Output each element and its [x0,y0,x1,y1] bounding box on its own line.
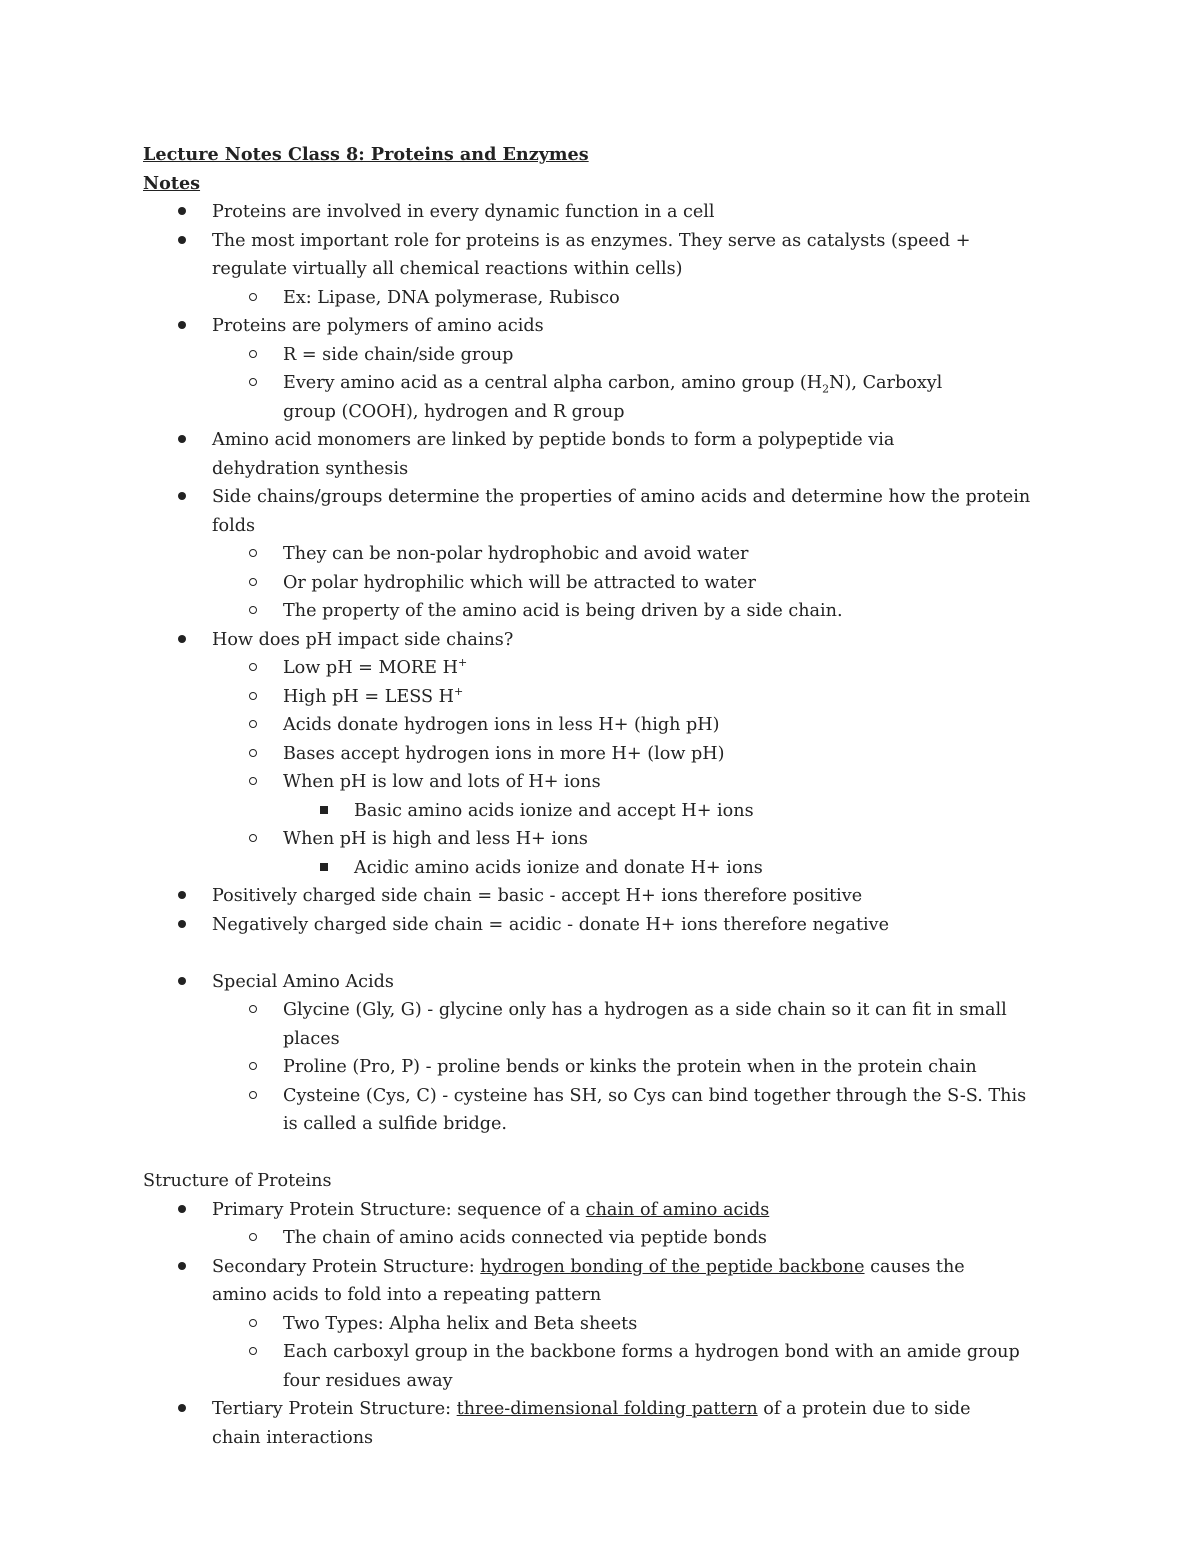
list-item: Acids donate hydrogen ions in less H+ (high pH) [143,711,1063,740]
notes-heading: Notes [143,172,201,194]
list-item: Proline (Pro, P) - proline bends or kinks the protein when in the protein chain [143,1053,1063,1082]
list-item: Negatively charged side chain = acidic - donate H+ ions therefore negative [143,911,1063,940]
structure-list [143,1196,1063,1453]
blank-line [143,939,1063,968]
bullet-square-icon [314,797,334,826]
list-item: How does pH impact side chains? [143,626,1063,655]
bullet-dot-icon [172,312,192,341]
bullet-circle-icon [243,711,263,740]
list-item: Glycine (Gly, G) - glycine only has a hydrogen as a side chain so it can fit in small places [143,996,1063,1053]
bullet-circle-icon [243,1053,263,1082]
list-item: The chain of amino acids connected via peptide bonds [143,1224,1063,1253]
bullet-circle-icon [243,825,263,854]
list-item: Bases accept hydrogen ions in more H+ (low pH) [143,740,1063,769]
bullet-circle-icon [243,369,263,398]
list-item: The most important role for proteins is as enzymes. They serve as catalysts (speed + regulate virtually all chemical reactions within cells) [143,227,1012,284]
bullet-circle-icon [243,1224,263,1253]
list-item: Primary Protein Structure: sequence of a chain of amino acids [143,1196,1063,1225]
bullet-dot-icon [172,426,192,455]
list-item: Proteins are involved in every dynamic function in a cell [143,198,1063,227]
list-item: Acidic amino acids ionize and donate H+ ions [143,854,1063,883]
list-item: Ex: Lipase, DNA polymerase, Rubisco [143,284,1063,313]
list-item: Or polar hydrophilic which will be attracted to water [143,569,1063,598]
bullet-circle-icon [243,540,263,569]
list-item: Secondary Protein Structure: hydrogen bonding of the peptide backbone causes the amino acids to fold into a repeating pattern [143,1253,992,1310]
bullet-dot-icon [172,483,192,512]
bullet-dot-icon [172,1253,192,1282]
bullet-circle-icon [243,996,263,1025]
list-item: Two Types: Alpha helix and Beta sheets [143,1310,1063,1339]
list-item: Special Amino Acids [143,968,1063,997]
bullet-dot-icon [172,911,192,940]
structure-heading: Structure of Proteins [143,1171,332,1191]
bullet-circle-icon [243,1082,263,1111]
list-item: Every amino acid as a central alpha carbon, amino group $(H_2N)$, Carboxyl group (COOH), hydrogen and R group [143,369,983,426]
list-item: When pH is high and less H+ ions [143,825,1063,854]
bullet-dot-icon [172,626,192,655]
bullet-circle-icon [243,768,263,797]
list-item: R = side chain/side group [143,341,1063,370]
list-item: The property of the amino acid is being driven by a side chain. [143,597,1063,626]
bullet-circle-icon [243,654,263,683]
bullet-dot-icon [172,198,192,227]
list-item: Cysteine (Cys, C) - cysteine has SH, so Cys can bind together through the S-S. This is called a sulfide bridge. [143,1082,1043,1139]
list-item: High pH = LESS H+ [143,683,1063,712]
bullet-dot-icon [172,882,192,911]
bullet-circle-icon [243,341,263,370]
list-item: Proteins are polymers of amino acids [143,312,1063,341]
bullet-circle-icon [243,1310,263,1339]
list-item: Positively charged side chain = basic - accept H+ ions therefore positive [143,882,1063,911]
bullet-circle-icon [243,569,263,598]
list-item: When pH is low and lots of H+ ions [143,768,1063,797]
list-item: Amino acid monomers are linked by peptide bonds to form a polypeptide via dehydration synthesis [143,426,1002,483]
document-page [143,141,1063,1452]
bullet-dot-icon [172,227,192,256]
blank-line [143,1139,1063,1168]
bullet-circle-icon [243,740,263,769]
bullet-circle-icon [243,597,263,626]
page-title: Lecture Notes Class 8: Proteins and Enzymes [143,144,589,165]
bullet-dot-icon [172,968,192,997]
list-item: Low pH = MORE H+ [143,654,1063,683]
bullet-dot-icon [172,1196,192,1225]
bullet-square-icon [314,854,334,883]
list-item: Side chains/groups determine the properties of amino acids and determine how the protein folds [143,483,1063,540]
bullet-dot-icon [172,1395,192,1424]
notes-list [143,198,1063,1167]
list-item: Each carboxyl group in the backbone forms a hydrogen bond with an amide group four residues away [143,1338,1043,1395]
bullet-circle-icon [243,683,263,712]
list-item: Tertiary Protein Structure: three-dimensional folding pattern of a protein due to side chain interactions [143,1395,1002,1452]
bullet-circle-icon [243,284,263,313]
list-item: Basic amino acids ionize and accept H+ ions [143,797,1063,826]
list-item: They can be non-polar hydrophobic and avoid water [143,540,1063,569]
bullet-circle-icon [243,1338,263,1367]
